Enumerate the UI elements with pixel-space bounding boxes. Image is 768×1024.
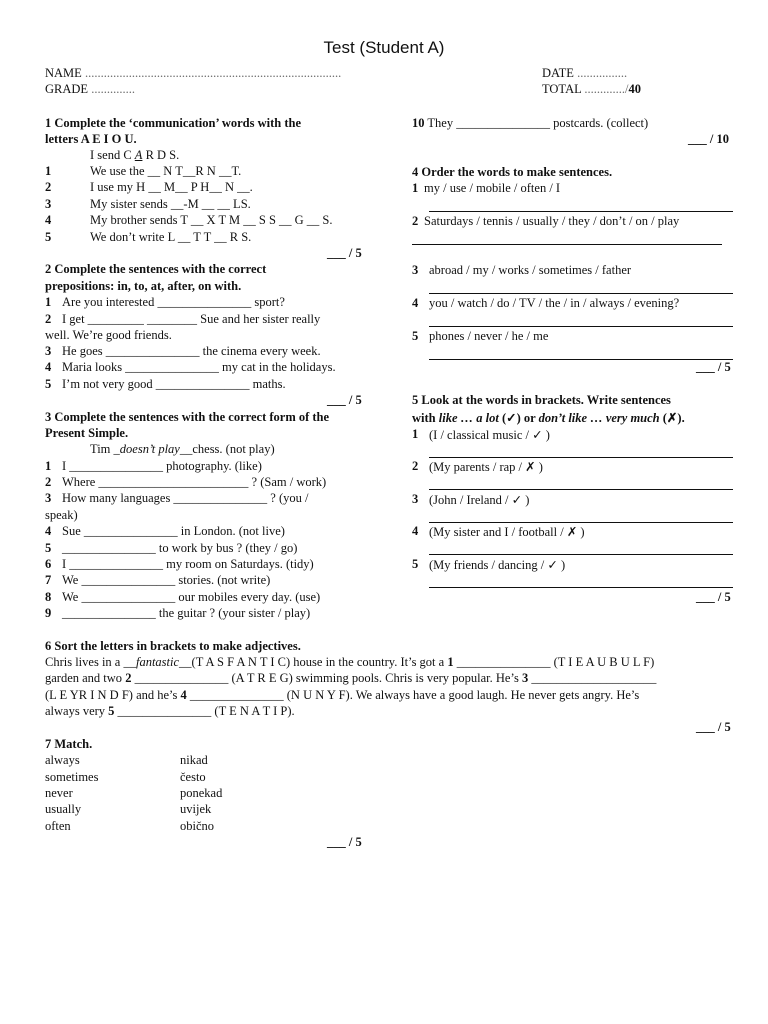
s5-item-4: (My sister and I / football / ✗ ) (429, 525, 585, 539)
date-dots: ................ (577, 66, 628, 80)
s3-example: Tim _doesn’t play__chess. (not play) (90, 442, 275, 456)
s3-number-3: 3 (45, 491, 52, 505)
s6-score: ___ / 5 (696, 720, 731, 734)
s2-number-2: 2 (45, 312, 52, 326)
s1-item-5: We don’t write L __ T T __ R S. (90, 230, 252, 244)
s5-number-4: 4 (412, 524, 419, 538)
s4-answer-line-3[interactable] (429, 293, 733, 294)
s4-number-3: 3 (412, 263, 419, 277)
s2-number-5: 4 (45, 360, 52, 374)
s2-item-5: Maria looks _______________ my cat in the holidays. (62, 360, 336, 374)
s5-item-1: (I / classical music / ✓ ) (429, 428, 550, 442)
s1-number-1: 1 (45, 164, 52, 178)
s4-item-5: phones / never / he / me (429, 329, 549, 343)
s1-example: I send C A R D S. (90, 148, 180, 162)
s3-number-7: 6 (45, 557, 52, 571)
s3-item-9: We _______________ our mobiles every day. (use) (62, 590, 321, 604)
s3-item-7: I _______________ my room on Saturdays. (tidy) (62, 557, 314, 571)
name-label: NAME (45, 66, 82, 80)
s1-item-3: My sister sends __-M __ __ LS. (90, 197, 251, 211)
item-number: 10 (412, 116, 425, 130)
s3-item-10 (412, 116, 648, 131)
s1-heading-2: letters A E I O U. (45, 132, 137, 146)
s2-score: ___ / 5 (327, 393, 362, 407)
grade-label: GRADE (45, 82, 89, 96)
s2-heading-2: prepositions: in, to, at, after, on with. (45, 279, 242, 293)
s1-item-2: I use my H __ M__ P H__ N __. (90, 180, 253, 194)
s3-item-8: We _______________ stories. (not write) (62, 573, 271, 587)
s3-number-10: 9 (45, 606, 52, 620)
s7-left-5: often (45, 819, 71, 833)
s1-example-answer: A (134, 148, 143, 162)
s7-score: ___ / 5 (327, 835, 362, 849)
s7-left-3: never (45, 786, 73, 800)
s2-number-6: 5 (45, 377, 52, 391)
s3-item-10: _______________ the guitar ? (your sister / play) (62, 606, 311, 620)
s4-item-1: my / use / mobile / often / I (424, 181, 561, 195)
s4-item-4: you / watch / do / TV / the / in / always / evening? (429, 296, 680, 310)
s1-item-1: We use the __ N T__R N __T. (90, 164, 242, 178)
s1-number-2: 2 (45, 180, 52, 194)
s6-example-answer: __fantastic__ (123, 655, 192, 669)
s3-number-6: 5 (45, 541, 52, 555)
s3-item-1: I _______________ photography. (like) (62, 459, 262, 473)
s1-number-5: 5 (45, 230, 52, 244)
s2-number-4: 3 (45, 344, 52, 358)
s5-answer-line-1[interactable] (429, 457, 733, 458)
s7-right-4: uvijek (180, 802, 212, 816)
s4-heading: 4 Order the words to make sentences. (412, 165, 613, 179)
s2-item-3-cont: well. We’re good friends. (45, 328, 172, 342)
s4-answer-line-5[interactable] (429, 359, 733, 360)
s3-item-4-cont: speak) (45, 508, 78, 522)
s6-heading: 6 Sort the letters in brackets to make adjectives. (45, 639, 301, 653)
s4-item-3: abroad / my / works / sometimes / father (429, 263, 632, 277)
total-dots: ............./ (584, 82, 629, 96)
grade-field (45, 82, 135, 97)
name-field (45, 66, 341, 81)
s5-number-3: 3 (412, 492, 419, 506)
s3-number-2: 2 (45, 475, 52, 489)
s1-score: ___ / 5 (327, 246, 362, 260)
s4-answer-line-1[interactable] (429, 211, 733, 212)
s4-number-5: 5 (412, 329, 419, 343)
s6-line-4: always very 5 _______________ (T E N A T I P). (45, 704, 295, 718)
s3-number-5: 4 (45, 524, 52, 538)
name-dots: .................................................................................. (84, 66, 342, 80)
s5-number-1: 1 (412, 427, 419, 441)
s5-number-2: 2 (412, 459, 419, 473)
s3-score: ___ / 10 (688, 132, 729, 146)
s2-heading: 2 Complete the sentences with the correct (45, 262, 267, 276)
s5-heading: 5 Look at the words in brackets. Write sentences (412, 393, 671, 407)
s5-answer-line-4[interactable] (429, 554, 733, 555)
s3-example-answer: _doesn’t play_ (113, 442, 187, 456)
s2-item-2: I get _________ ________ Sue and her sister really (62, 312, 321, 326)
s5-answer-line-5[interactable] (429, 587, 733, 588)
total-label: TOTAL (542, 82, 582, 96)
s3-heading-2: Present Simple. (45, 426, 129, 440)
s6-line-2: garden and two 2 _______________ (A T R E G) swimming pools. Chris is very popular. He’s 3 ____________________ (45, 671, 657, 685)
date-label: DATE (542, 66, 574, 80)
s5-answer-line-2[interactable] (429, 489, 733, 490)
s3-item-6: _______________ to work by bus ? (they / go) (62, 541, 298, 555)
s7-right-3: ponekad (180, 786, 223, 800)
s2-item-1: Are you interested _______________ sport? (62, 295, 285, 309)
s6-line-3: (L E YR I N D F) and he’s 4 _______________ (N U N Y F). We always have a good laugh. He never gets angry. He’s (45, 688, 640, 702)
s3-item-2: Where ________________________ ? (Sam / work) (62, 475, 327, 489)
s4-answer-line-4[interactable] (429, 326, 733, 327)
s7-left-1: always (45, 753, 80, 767)
page-title: Test (Student A) (323, 38, 445, 57)
s2-number-1: 1 (45, 295, 52, 309)
s4-item-2: Saturdays / tennis / usually / they / don’t / on / play (424, 214, 680, 228)
s7-heading: 7 Match. (45, 737, 93, 751)
s5-number-5: 5 (412, 557, 419, 571)
s2-item-4: He goes _______________ the cinema every week. (62, 344, 321, 358)
s7-left-2: sometimes (45, 770, 99, 784)
s7-right-5: obično (180, 819, 215, 833)
s5-heading-2: with like … a lot (✓) or don’t like … very much (✗). (412, 411, 685, 425)
s3-number-8: 7 (45, 573, 52, 587)
s5-item-5: (My friends / dancing / ✓ ) (429, 558, 566, 572)
grade-dots: .............. (91, 82, 135, 96)
total-value: 40 (628, 82, 642, 96)
s7-right-1: nikad (180, 753, 208, 767)
s1-number-4: 4 (45, 213, 52, 227)
s4-number-1: 1 (412, 181, 419, 195)
s1-heading: 1 Complete the ‘communication’ words with the (45, 116, 301, 130)
date-field (542, 66, 627, 81)
item-text: They _______________ postcards. (collect) (427, 116, 649, 130)
s1-item-4: My brother sends T __ X T M __ S S __ G __ S. (90, 213, 333, 227)
s3-number-9: 8 (45, 590, 52, 604)
s6-line-1: Chris lives in a __fantastic__(T A S F A N T I C) house in the country. It’s got a 1 _______________ (T I E A U B U L F) (45, 655, 655, 669)
s4-number-2: 2 (412, 214, 419, 228)
s3-heading: 3 Complete the sentences with the correct form of the (45, 410, 330, 424)
s3-item-5: Sue _______________ in London. (not live) (62, 524, 285, 538)
s3-item-3: How many languages _______________ ? (you / (62, 491, 309, 505)
s1-number-3: 3 (45, 197, 52, 211)
total-field (542, 82, 641, 97)
s4-score: ___ / 5 (696, 360, 731, 374)
s7-right-2: često (180, 770, 206, 784)
s5-item-3: (John / Ireland / ✓ ) (429, 493, 530, 507)
s3-number-1: 1 (45, 459, 52, 473)
s4-answer-line-2[interactable] (412, 244, 722, 245)
s5-score: ___ / 5 (696, 590, 731, 604)
s7-left-4: usually (45, 802, 82, 816)
s5-answer-line-3[interactable] (429, 522, 733, 523)
s5-item-2: (My parents / rap / ✗ ) (429, 460, 543, 474)
s4-number-4: 4 (412, 296, 419, 310)
s2-item-6: I’m not very good _______________ maths. (62, 377, 286, 391)
